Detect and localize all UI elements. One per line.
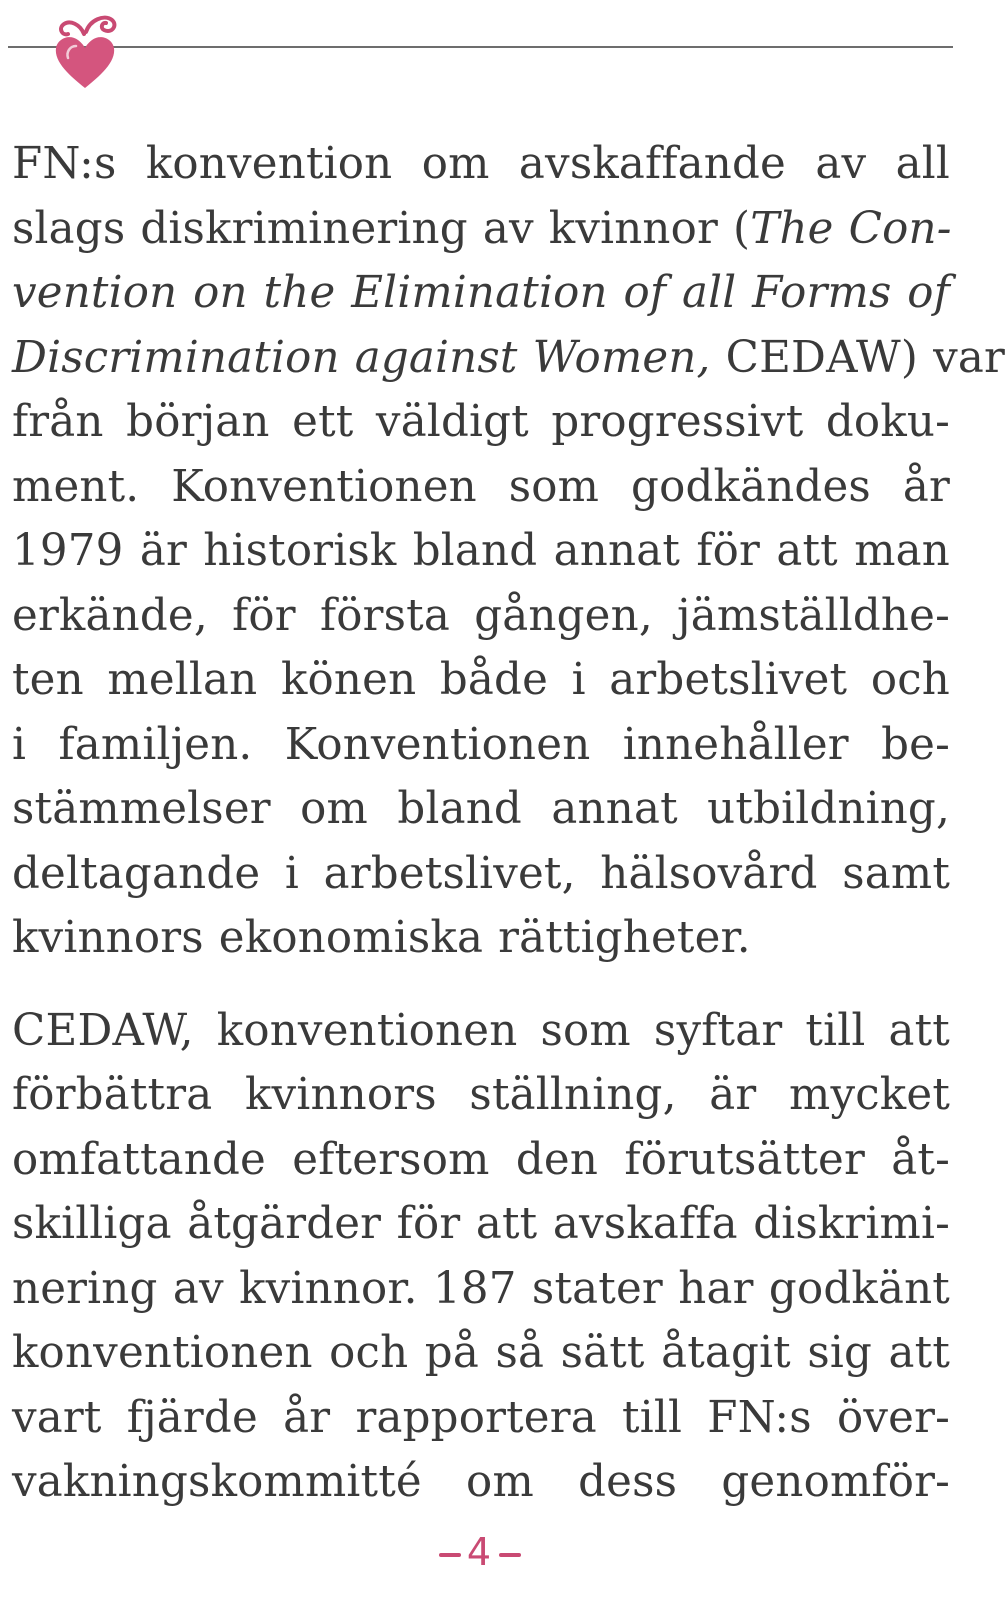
page-number-dash-left (439, 1553, 461, 1557)
paragraph-1 (12, 132, 1005, 971)
page-footer (0, 1530, 960, 1580)
text-line: skilliga åtgärder för att avskaffa diskrimi- (12, 1199, 950, 1249)
text-line: stämmelser om bland annat utbildning, (12, 784, 950, 834)
text-line: kvinnors ekonomiska rättigheter. (12, 913, 751, 963)
text-line: nering av kvinnor. 187 stater har godkänt (12, 1263, 950, 1314)
text-line: konventionen och på så sätt åtagit sig att (12, 1328, 950, 1378)
page-header (0, 0, 960, 100)
text-line: i familjen. Konventionen innehåller be- (12, 719, 950, 770)
text-line: CEDAW, konventionen som syftar till att (12, 1005, 950, 1056)
text-line: från början ett väldigt progressivt doku- (12, 397, 950, 447)
text-line: vart fjärde år rapportera till FN:s över- (12, 1392, 950, 1443)
text-line: ten mellan könen både i arbetslivet och (12, 655, 950, 705)
body-text (12, 132, 1005, 1515)
text-line: slags diskriminering av kvinnor (The Con- (12, 203, 952, 254)
text-line: vakningskommitté om dess genomför- (12, 1457, 950, 1507)
text-line: FN:s konvention om avskaffande av all (12, 139, 950, 189)
text-line: deltagande i arbetslivet, hälsovård samt (12, 848, 950, 899)
heart-logo-icon (40, 4, 130, 94)
header-rule (8, 46, 953, 48)
page-number: 4 (433, 1530, 527, 1574)
text-line: vention on the Elimination of all Forms of (12, 268, 950, 318)
page-number-dash-right (499, 1553, 521, 1557)
text-line: erkände, för första gången, jämställdhe- (12, 590, 950, 641)
text-line: ment. Konventionen som godkändes år (12, 461, 950, 512)
text-line: omfattande eftersom den förutsätter åt- (12, 1134, 950, 1185)
text-line: Discrimination against Women, CEDAW) var (12, 332, 1005, 383)
text-line: 1979 är historisk bland annat för att man (12, 526, 950, 576)
paragraph-2 (12, 999, 950, 1515)
text-line: förbättra kvinnors ställning, är mycket (12, 1070, 950, 1120)
